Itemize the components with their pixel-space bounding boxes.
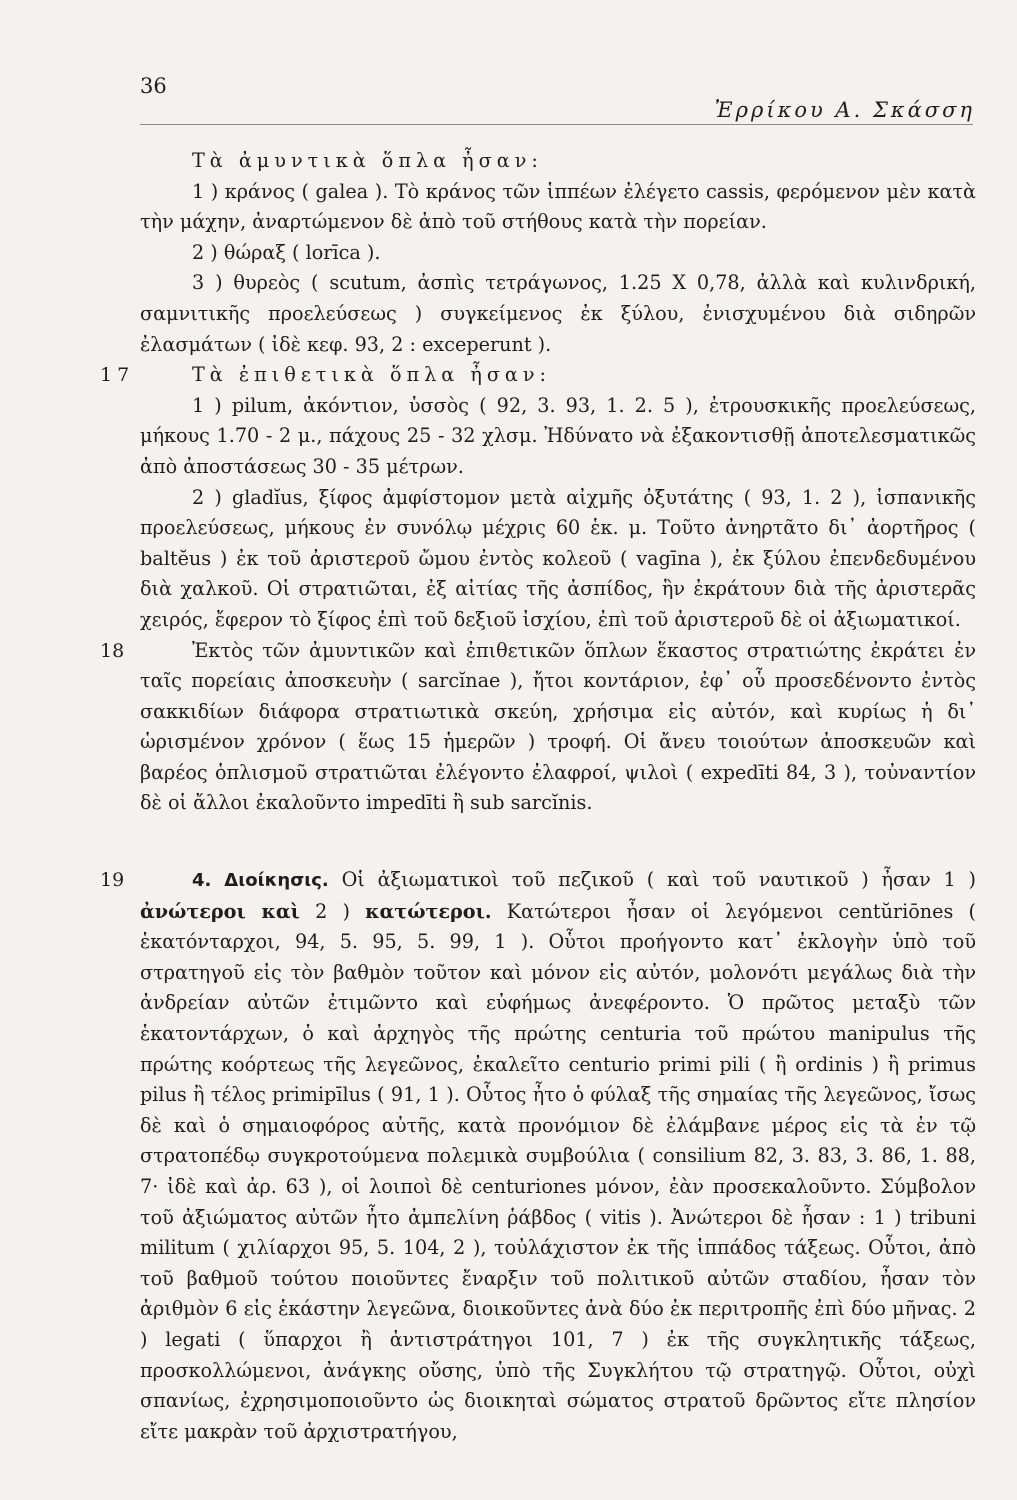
paragraph-pilum [140, 391, 976, 483]
paragraph-text: Τὰ ἀμυντικὰ ὅπλα ἦσαν: [192, 149, 543, 172]
paragraph-text: Τὰ ἐπιθετικὰ ὅπλα ἦσαν: [192, 363, 552, 387]
paragraph-administration [100, 865, 976, 1447]
paragraph-text: Ἐκτὸς τῶν ἀμυντικῶν καὶ ἐπιθετικῶν ὅπλων ἕκαστος στρατιώτης ἐκράτει ἐν ταῖς πορείαις ἀποσκευὴν ( sarcĭnae ), ἤτοι κοντάριον, ἐφ᾽ οὗ προσεδένοντο ἐντὸς σακκιδίων διάφορα στρατιωτικὰ σκεύη, χρήσιμα εἰς αὐτόν, καὶ κυρίως ἡ δι᾽ ὡρισμένον χρόνον ( ἕως 15 ἡμερῶν ) τροφή. Οἱ ἄνευ τοιούτων ἀποσκευῶν καὶ βαρέος ὁπλισμοῦ στρατιῶται ἐλέγοντο ἐλαφροί, ψιλοὶ ( expedīti 84, 3 ), τοὐναντίον δὲ οἱ ἄλλοι ἐκαλοῦντο impedīti ἢ sub sarcĭnis. [140, 638, 976, 815]
paragraph-text: 1 ) κράνος ( galea ). Τὸ κράνος τῶν ἱππέων ἐλέγετο cassis, φερόμενον μὲν κατὰ τὴν μάχην, ἀναρτώμενον δὲ ἀπὸ τοῦ στήθους κατὰ τὴν πορείαν. [140, 179, 976, 234]
paragraph-text: 3 ) θυρεὸς ( scutum, ἀσπὶς τετράγωνος, 1.25 X 0,78, ἀλλὰ καὶ κυλινδρική, σαμνιτικῆς προελεύσεως ) συγκείμενος ἐκ ξύλου, ἐνισχυμένου διὰ σιδηρῶν ἐλασμάτων ( ἰδὲ κεφ. 93, 2 : exceperunt ). [140, 271, 976, 356]
paragraph-gladius [140, 483, 976, 636]
paragraph-text: 2 ) θώραξ ( lorīca ). [192, 240, 381, 264]
section-heading: 4. Διοίκησις. [192, 870, 329, 892]
page-number: 36 [140, 74, 167, 98]
section-text-run: Οἱ ἀξιωματικοὶ τοῦ πεζικοῦ ( καὶ τοῦ ναυτικοῦ ) ἦσαν 1 ) [341, 868, 976, 892]
bold-term: κατώτεροι. [365, 899, 492, 923]
section-text-run: Κατώτεροι ἦσαν οἱ λεγόμενοι centŭriōnes ( ἑκατόνταρχοι, 94, 5. 95, 5. 99, 1 ). Οὗτοι προήγοντο κατ᾽ ἐκλογὴν ὑπὸ τοῦ στρατηγοῦ εἰς τὸν βαθμὸν τοῦτον καὶ μόνον εἰς αὐτόν, μολονότι μεγάλως διὰ τὴν ἀνδρείαν αὐτῶν ἐτιμῶντο καὶ εὐφήμως ἀνεφέροντο. Ὁ πρῶτος μεταξὺ τῶν ἑκατοντάρχων, ὁ καὶ ἀρχηγὸς τῆς πρώτης centuria τοῦ πρώτου manipulus τῆς πρώτης κοόρτεως τῆς λεγεῶνος, ἐκαλεῖτο centurio primi pili ( ἢ ordinis ) ἢ primus pilus ἢ τέλος primipīlus ( 91, 1 ). Οὗτος ἦτο ὁ φύλαξ τῆς σημαίας τῆς λεγεῶνος, ἴσως δὲ καὶ ὁ σημαιοφόρος αὐτῆς, κατὰ προνόμιον δὲ ἐλάμβανε μέρος εἰς τὰ ἐν τῷ στρατοπέδῳ συγκροτούμενα πολεμικὰ συμβούλια ( consilium 82, 3. 83, 3. 86, 1. 88, 7· ἰδὲ καὶ ἀρ. 63 ), οἱ λοιποὶ δὲ centuriones μόνον, ἐὰν προσεκαλοῦντο. Σύμβολον τοῦ ἀξιώματος αὐτῶν ἦτο ἀμπελίνη ῥάβδος ( vitis ). Ἀνώτεροι δὲ ἦσαν : 1 ) tribuni militum ( χιλίαρχοι 95, 5. 104, 2 ), τοὐλάχιστον ἐκ τῆς ἱππάδος τάξεως. Οὗτοι, ἀπὸ τοῦ βαθμοῦ τούτου ποιοῦντες ἔναρξιν τοῦ πολιτικοῦ αὐτῶν σταδίου, ἦσαν τὸν ἀριθμὸν 6 εἰς ἑκάστην λεγεῶνα, διοικοῦντες ἀνὰ δύο ἐκ περιτροπῆς ἐπὶ δύο μῆνας. 2 ) legati ( ὕπαρχοι ἢ ἀντιστράτηγοι 101, 7 ) ἐκ τῆς συγκλητικῆς τάξεως, προσκολλώμενοι, ἀνάγκης οὔσης, ὑπὸ τῆς Συγκλήτου τῷ στρατηγῷ. Οὗτοι, οὐχὶ σπανίως, ἐχρησιμοποιοῦντο ὡς διοικηταὶ σώματος στρατοῦ δρῶντος εἴτε πλησίον εἴτε μακρὰν τοῦ ἀρχιστρατήγου, [140, 899, 976, 1443]
paragraph-helmet [140, 177, 976, 238]
bold-term: ἀνώτεροι καὶ [140, 899, 300, 923]
margin-number: 17 [100, 364, 135, 387]
paragraph-breastplate [140, 238, 976, 269]
paragraph-offensive-weapons-heading [100, 360, 976, 391]
header-rule [140, 124, 973, 125]
paragraph-text: 1 ) pilum, ἀκόντιον, ὑσσὸς ( 92, 3. 93, 1. 2. 5 ), ἐτρουσκικῆς προελεύσεως, μήκους 1.70 - 2 μ., πάχους 25 - 32 χλσμ. Ἠδύνατο νὰ ἐξακοντισθῇ ἀποτελεσματικῶς ἀπὸ ἀποστάσεως 30 - 35 μέτρων. [140, 393, 976, 478]
margin-number: 18 [100, 639, 125, 662]
margin-number: 19 [100, 869, 125, 892]
paragraph-baggage [100, 636, 976, 820]
section-gap [140, 819, 976, 865]
paragraph-text: 2 ) gladĭus, ξίφος ἀμφίστομον μετὰ αἰχμῆς ὀξυτάτης ( 93, 1. 2 ), ἱσπανικῆς προελεύσεως, μήκους ἐν συνόλῳ μέχρις 60 ἑκ. μ. Τοῦτο ἀνηρτᾶτο δι᾽ ἀορτῆρος ( baltĕus ) ἐκ τοῦ ἀριστεροῦ ὤμου ἐντὸς κολεοῦ ( vagīna ), ἐκ ξύλου ἐπενδεδυμένου διὰ χαλκοῦ. Οἱ στρατιῶται, ἐξ αἰτίας τῆς ἀσπίδος, ἣν ἐκράτουν διὰ τῆς ἀριστερᾶς χειρός, ἔφερον τὸ ξίφος ἐπὶ τοῦ δεξιοῦ ἰσχίου, ἐπὶ τοῦ ἀριστεροῦ δὲ οἱ ἀξιωματικοί. [140, 485, 976, 631]
section-text-run: 2 ) [315, 899, 350, 923]
paragraph-shield [140, 268, 976, 360]
body-text [100, 146, 976, 1447]
running-head: Ἐρρίκου Α. Σκάσση [714, 98, 975, 122]
paragraph-defensive-weapons-heading [140, 146, 976, 177]
